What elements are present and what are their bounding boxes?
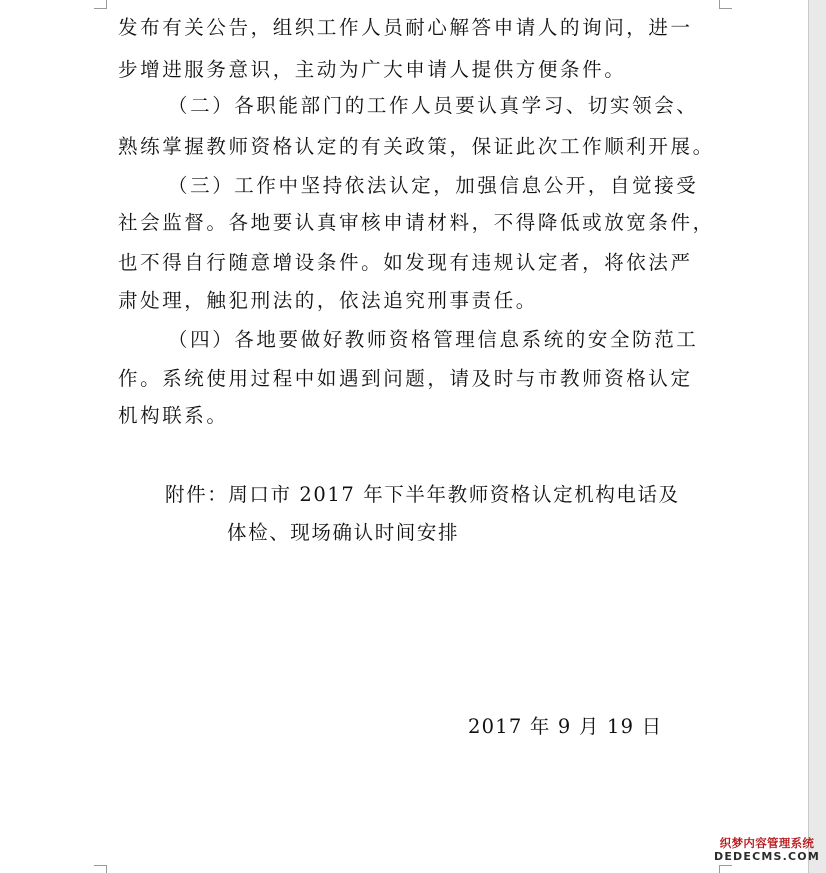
paragraph-line: 社会监督。各地要认真审核申请材料，不得降低或放宽条件，: [118, 211, 715, 234]
paragraph-line: 发布有关公告，组织工作人员耐心解答申请人的询问，进一: [118, 16, 693, 39]
margin-corner-mark: [719, 0, 732, 9]
margin-corner-mark: [94, 0, 107, 9]
watermark-chinese-text: 织梦内容管理系统: [719, 836, 815, 850]
paragraph-line: （三）工作中坚持依法认定，加强信息公开，自觉接受: [168, 174, 699, 197]
paragraph-line: （二）各职能部门的工作人员要认真学习、切实领会、: [168, 94, 699, 117]
watermark-english-text: DEDECMS.COM: [714, 850, 820, 863]
paragraph-line: 作。系统使用过程中如遇到问题，请及时与市教师资格认定: [118, 367, 693, 390]
paragraph-line: 机构联系。: [118, 404, 229, 427]
attachment-line: 体检、现场确认时间安排: [227, 521, 460, 544]
paragraph-line: （四）各地要做好教师资格管理信息系统的安全防范工: [168, 328, 699, 351]
paragraph-line: 肃处理，触犯刑法的，依法追究刑事责任。: [118, 289, 538, 312]
page-edge-gutter: [808, 0, 826, 873]
margin-corner-mark: [94, 865, 107, 873]
paragraph-line: 熟练掌握教师资格认定的有关政策，保证此次工作顺利开展。: [118, 135, 715, 158]
attachment-line: 附件：周口市 2017 年下半年教师资格认定机构电话及: [165, 483, 680, 506]
paragraph-line: 也不得自行随意增设条件。如发现有违规认定者，将依法严: [118, 251, 693, 274]
paragraph-line: 步增进服务意识，主动为广大申请人提供方便条件。: [118, 58, 627, 81]
document-date: 2017 年 9 月 19 日: [468, 715, 663, 738]
site-watermark: [714, 836, 820, 868]
